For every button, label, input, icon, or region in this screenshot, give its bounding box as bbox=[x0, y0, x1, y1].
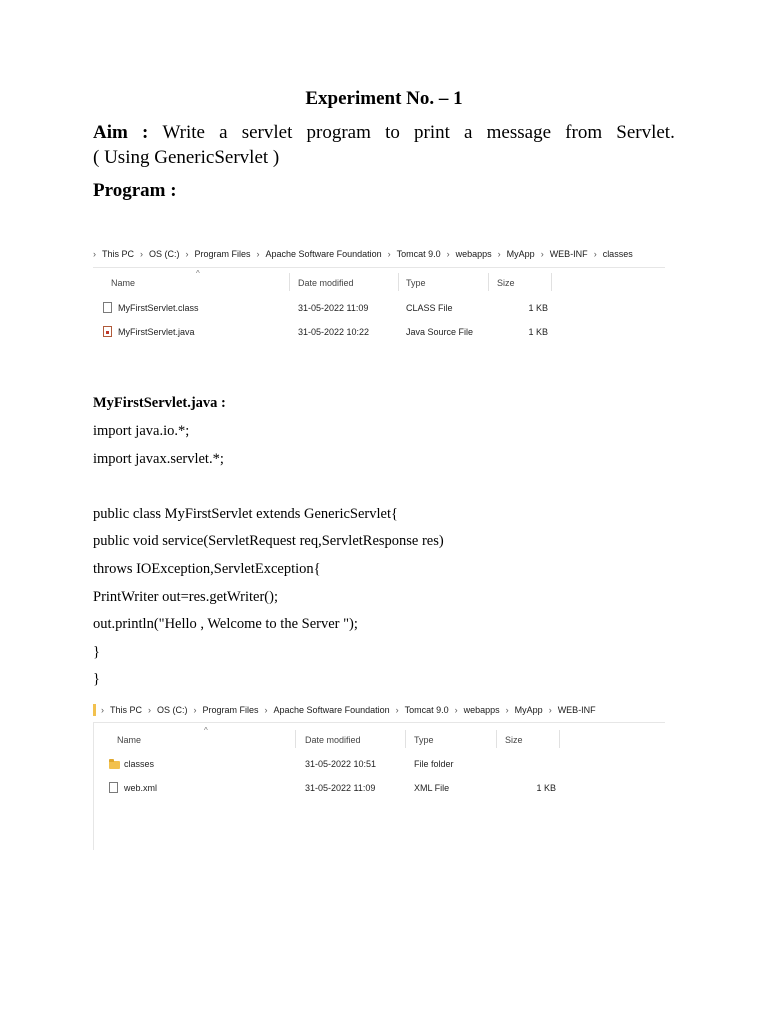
folder-icon bbox=[109, 761, 120, 769]
aim-word: Servlet. bbox=[616, 122, 675, 143]
chevron-right-icon: › bbox=[548, 705, 552, 715]
file-date-modified: 31-05-2022 10:51 bbox=[305, 759, 377, 769]
program-label: Program : bbox=[93, 180, 177, 201]
breadcrumb-item[interactable]: Apache Software Foundation bbox=[265, 249, 382, 259]
breadcrumb-item[interactable]: webapps bbox=[455, 249, 492, 259]
chevron-right-icon: › bbox=[540, 249, 544, 259]
aim-word: from bbox=[565, 122, 603, 143]
code-line: public class MyFirstServlet extends GenericServlet{ bbox=[93, 505, 398, 522]
sort-caret-icon: ^ bbox=[204, 726, 208, 735]
code-line: import javax.servlet.*; bbox=[93, 450, 224, 467]
xml-file-icon bbox=[109, 782, 118, 793]
breadcrumb-item[interactable]: classes bbox=[602, 249, 633, 259]
aim-word: Write bbox=[162, 122, 205, 143]
aim-word: print bbox=[414, 122, 450, 143]
column-header-type[interactable]: Type bbox=[414, 735, 434, 745]
code-line: PrintWriter out=res.getWriter(); bbox=[93, 588, 278, 605]
breadcrumb bbox=[93, 249, 633, 259]
aim-line-2: ( Using GenericServlet ) bbox=[93, 147, 280, 168]
file-size: 1 KB bbox=[528, 303, 548, 313]
chevron-right-icon: › bbox=[505, 705, 509, 715]
explorer-screenshot-web-inf bbox=[93, 700, 665, 850]
breadcrumb-item[interactable]: Program Files bbox=[194, 249, 251, 259]
aim-line-1 bbox=[93, 120, 675, 145]
code-line: public void service(ServletRequest req,ServletResponse res) bbox=[93, 533, 444, 550]
breadcrumb-item[interactable]: WEB-INF bbox=[549, 249, 588, 259]
chevron-right-icon: › bbox=[193, 705, 197, 715]
code-line: } bbox=[93, 643, 100, 660]
file-size: 1 KB bbox=[536, 783, 556, 793]
aim-word: to bbox=[385, 122, 400, 143]
source-file-heading: MyFirstServlet.java : bbox=[93, 395, 226, 411]
sort-caret-icon: ^ bbox=[196, 269, 200, 278]
file-name: web.xml bbox=[124, 783, 158, 793]
code-line: out.println("Hello , Welcome to the Server "); bbox=[93, 616, 358, 633]
aim-word: program bbox=[306, 122, 371, 143]
breadcrumb-item[interactable]: This PC bbox=[110, 705, 143, 715]
java-file-icon bbox=[103, 326, 112, 337]
code-line: } bbox=[93, 671, 100, 688]
file-type: Java Source File bbox=[406, 327, 474, 337]
code-line: import java.io.*; bbox=[93, 423, 190, 439]
breadcrumb bbox=[101, 705, 596, 715]
chevron-right-icon: › bbox=[454, 705, 458, 715]
chevron-right-icon: › bbox=[140, 249, 144, 259]
file-date-modified: 31-05-2022 10:22 bbox=[298, 327, 370, 337]
breadcrumb-item[interactable]: MyApp bbox=[506, 249, 535, 259]
aim-label: Aim bbox=[93, 122, 128, 143]
file-row[interactable] bbox=[93, 300, 653, 324]
aim-word: a bbox=[464, 122, 473, 143]
chevron-right-icon: › bbox=[93, 249, 96, 259]
breadcrumb-item[interactable]: MyApp bbox=[514, 705, 543, 715]
chevron-right-icon: › bbox=[593, 249, 597, 259]
explorer-screenshot-classes bbox=[93, 243, 665, 343]
file-size: 1 KB bbox=[528, 327, 548, 337]
chevron-right-icon: › bbox=[148, 705, 152, 715]
file-name: MyFirstServlet.class bbox=[118, 303, 199, 313]
column-header-name[interactable]: Name bbox=[117, 735, 142, 745]
code-block bbox=[93, 423, 653, 703]
file-name: MyFirstServlet.java bbox=[118, 327, 195, 337]
file-date-modified: 31-05-2022 11:09 bbox=[305, 783, 376, 793]
chevron-right-icon: › bbox=[446, 249, 450, 259]
aim-word: servlet bbox=[241, 122, 293, 143]
column-header-date[interactable]: Date modified bbox=[305, 735, 361, 745]
chevron-right-icon: › bbox=[264, 705, 268, 715]
breadcrumb-item[interactable]: Apache Software Foundation bbox=[273, 705, 390, 715]
breadcrumb-item[interactable]: webapps bbox=[463, 705, 500, 715]
column-header-type[interactable]: Type bbox=[406, 278, 426, 288]
chevron-right-icon: › bbox=[101, 705, 104, 715]
column-header-date[interactable]: Date modified bbox=[298, 278, 354, 288]
class-file-icon bbox=[103, 302, 112, 313]
code-line: throws IOException,ServletException{ bbox=[93, 561, 321, 577]
chevron-right-icon: › bbox=[497, 249, 501, 259]
file-type: CLASS File bbox=[406, 303, 453, 313]
chevron-right-icon: › bbox=[185, 249, 189, 259]
breadcrumb-item[interactable]: Tomcat 9.0 bbox=[396, 249, 441, 259]
file-row[interactable] bbox=[93, 780, 653, 804]
aim-word: message bbox=[486, 122, 552, 143]
breadcrumb-item[interactable]: This PC bbox=[102, 249, 135, 259]
file-date-modified: 31-05-2022 11:09 bbox=[298, 303, 369, 313]
breadcrumb-item[interactable]: OS (C:) bbox=[157, 705, 188, 715]
experiment-title: Experiment No. – 1 bbox=[305, 88, 463, 109]
chevron-right-icon: › bbox=[256, 249, 260, 259]
file-type: XML File bbox=[414, 783, 450, 793]
breadcrumb-item[interactable]: Program Files bbox=[202, 705, 259, 715]
column-header-name[interactable]: Name bbox=[111, 278, 136, 288]
file-type: File folder bbox=[414, 759, 454, 769]
column-header-size[interactable]: Size bbox=[505, 735, 523, 745]
breadcrumb-item[interactable]: WEB-INF bbox=[557, 705, 596, 715]
aim-paragraph bbox=[93, 120, 675, 170]
aim-word: a bbox=[219, 122, 228, 143]
chevron-right-icon: › bbox=[387, 249, 391, 259]
file-name: classes bbox=[124, 759, 155, 769]
column-header-size[interactable]: Size bbox=[497, 278, 515, 288]
chevron-right-icon: › bbox=[395, 705, 399, 715]
file-row[interactable] bbox=[93, 756, 653, 780]
breadcrumb-item[interactable]: Tomcat 9.0 bbox=[404, 705, 449, 715]
file-row[interactable] bbox=[93, 324, 653, 348]
breadcrumb-item[interactable]: OS (C:) bbox=[149, 249, 180, 259]
aim-colon: : bbox=[141, 122, 149, 143]
